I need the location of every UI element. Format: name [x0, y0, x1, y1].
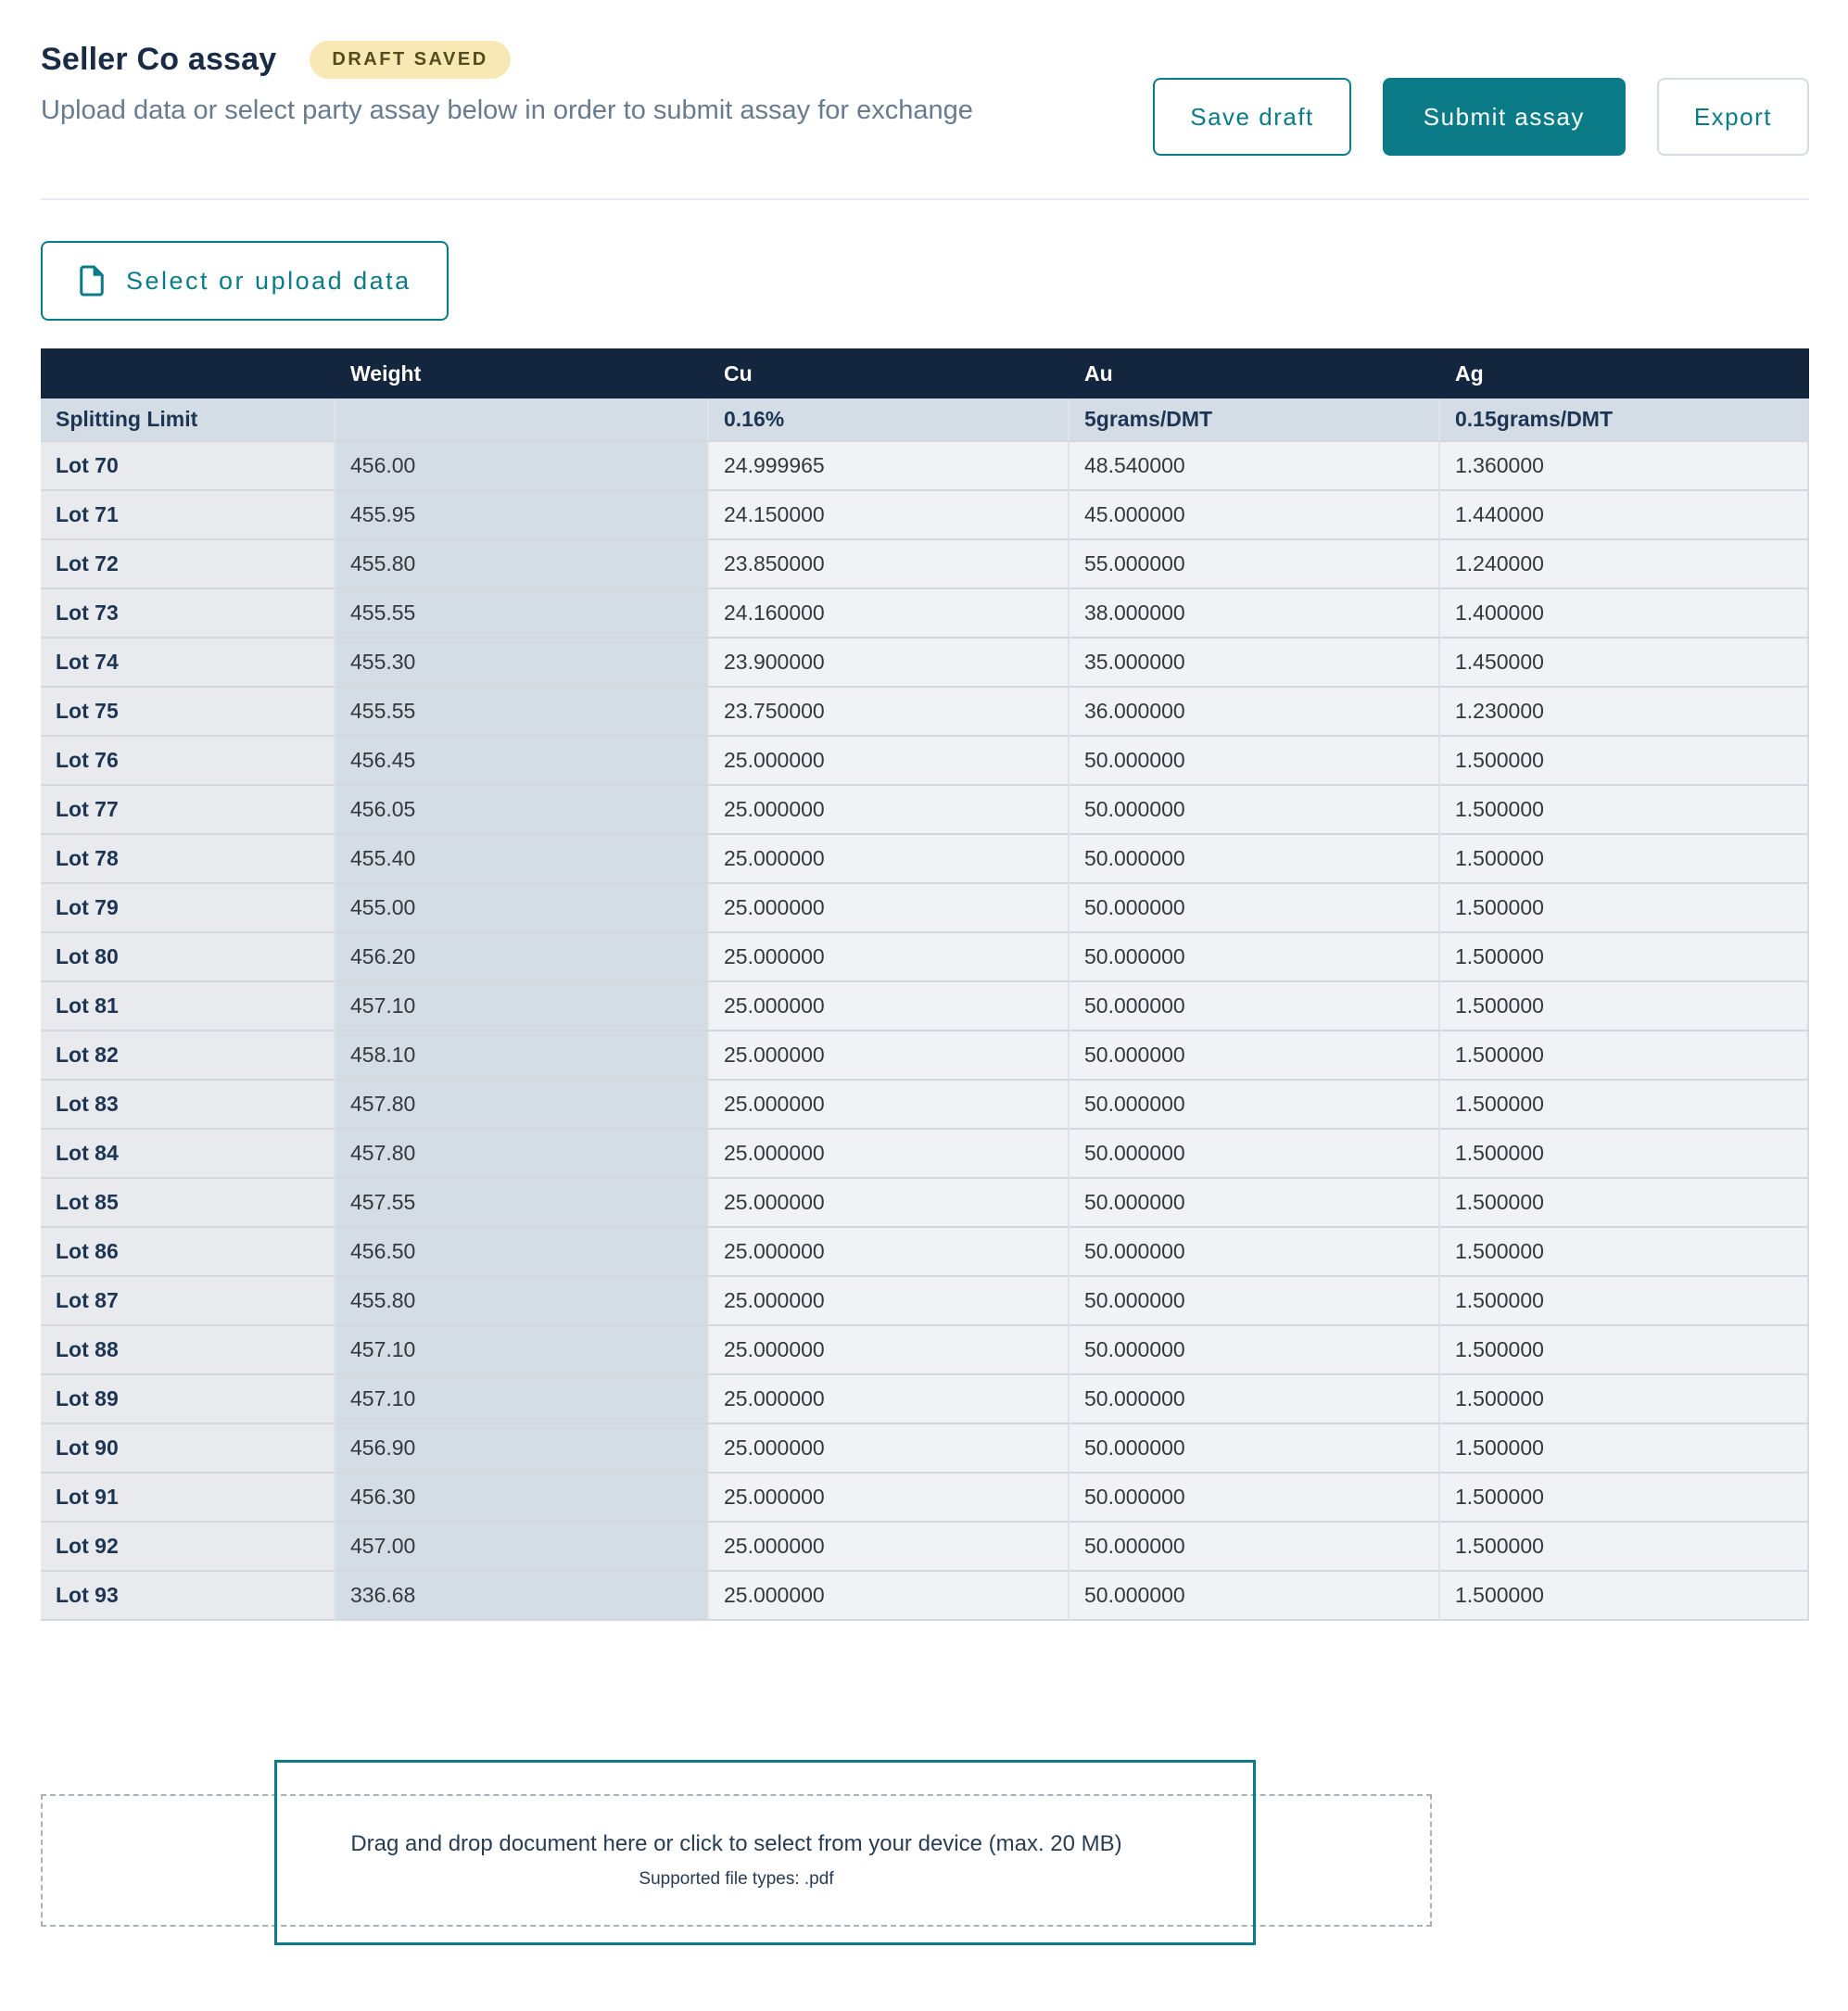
- lot-weight-value: 456.00: [335, 442, 709, 491]
- lot-cu-value: 25.000000: [709, 884, 1070, 933]
- table-row: [41, 1523, 1809, 1572]
- splitting-limit-ag: 0.15grams/DMT: [1440, 398, 1809, 442]
- lot-weight-value: 457.55: [335, 1179, 709, 1228]
- column-header-cu: Cu: [709, 348, 1070, 398]
- lot-au-value: 50.000000: [1070, 933, 1440, 982]
- lot-label: Lot 70: [41, 442, 335, 491]
- document-icon: [78, 264, 106, 297]
- lot-au-value: 50.000000: [1070, 1424, 1440, 1473]
- lot-au-value: 36.000000: [1070, 688, 1440, 737]
- table-row: [41, 688, 1809, 737]
- lot-label: Lot 80: [41, 933, 335, 982]
- lot-label: Lot 73: [41, 589, 335, 639]
- lot-label: Lot 72: [41, 540, 335, 589]
- table-row: [41, 1130, 1809, 1179]
- lot-label: Lot 93: [41, 1572, 335, 1621]
- lot-cu-value: 25.000000: [709, 1130, 1070, 1179]
- lot-au-value: 38.000000: [1070, 589, 1440, 639]
- lot-weight-value: 458.10: [335, 1031, 709, 1081]
- lot-label: Lot 78: [41, 835, 335, 884]
- lot-au-value: 35.000000: [1070, 639, 1440, 688]
- lot-ag-value: 1.500000: [1440, 1473, 1809, 1523]
- table-row: [41, 491, 1809, 540]
- lot-label: Lot 76: [41, 737, 335, 786]
- lot-ag-value: 1.500000: [1440, 1228, 1809, 1277]
- splitting-limit-label: Splitting Limit: [41, 398, 335, 442]
- table-row: [41, 1228, 1809, 1277]
- select-or-upload-label: Select or upload data: [126, 266, 411, 295]
- lot-ag-value: 1.500000: [1440, 884, 1809, 933]
- splitting-limit-au: 5grams/DMT: [1070, 398, 1440, 442]
- submit-assay-button[interactable]: Submit assay: [1383, 78, 1626, 156]
- lot-weight-value: 455.55: [335, 589, 709, 639]
- lot-cu-value: 25.000000: [709, 1228, 1070, 1277]
- export-button[interactable]: Export: [1657, 78, 1809, 156]
- lot-cu-value: 25.000000: [709, 1326, 1070, 1375]
- lot-weight-value: 456.20: [335, 933, 709, 982]
- lot-weight-value: 456.05: [335, 786, 709, 835]
- lot-weight-value: 336.68: [335, 1572, 709, 1621]
- table-row: [41, 1326, 1809, 1375]
- lot-ag-value: 1.450000: [1440, 639, 1809, 688]
- lot-weight-value: 457.80: [335, 1130, 709, 1179]
- table-row: [41, 1179, 1809, 1228]
- lot-weight-value: 455.80: [335, 1277, 709, 1326]
- lot-au-value: 50.000000: [1070, 1473, 1440, 1523]
- lot-label: Lot 82: [41, 1031, 335, 1081]
- lot-cu-value: 25.000000: [709, 1277, 1070, 1326]
- splitting-limit-cu: 0.16%: [709, 398, 1070, 442]
- lot-label: Lot 90: [41, 1424, 335, 1473]
- lot-ag-value: 1.500000: [1440, 1375, 1809, 1424]
- lot-cu-value: 23.750000: [709, 688, 1070, 737]
- table-row: [41, 1473, 1809, 1523]
- table-row: [41, 933, 1809, 982]
- draft-saved-badge: DRAFT SAVED: [310, 41, 510, 79]
- lot-ag-value: 1.500000: [1440, 1424, 1809, 1473]
- lot-au-value: 50.000000: [1070, 1277, 1440, 1326]
- lot-ag-value: 1.360000: [1440, 442, 1809, 491]
- lot-label: Lot 92: [41, 1523, 335, 1572]
- lot-ag-value: 1.240000: [1440, 540, 1809, 589]
- lot-label: Lot 79: [41, 884, 335, 933]
- lot-au-value: 50.000000: [1070, 1130, 1440, 1179]
- lot-cu-value: 25.000000: [709, 1523, 1070, 1572]
- lot-ag-value: 1.500000: [1440, 1523, 1809, 1572]
- lot-au-value: 55.000000: [1070, 540, 1440, 589]
- lot-cu-value: 25.000000: [709, 835, 1070, 884]
- lot-ag-value: 1.500000: [1440, 1031, 1809, 1081]
- lot-cu-value: 24.160000: [709, 589, 1070, 639]
- lot-weight-value: 456.45: [335, 737, 709, 786]
- lot-ag-value: 1.500000: [1440, 1130, 1809, 1179]
- save-draft-button[interactable]: Save draft: [1153, 78, 1351, 156]
- table-row: [41, 1424, 1809, 1473]
- splitting-limit-weight: [335, 398, 709, 442]
- lot-cu-value: 25.000000: [709, 1081, 1070, 1130]
- lot-weight-value: 457.10: [335, 982, 709, 1031]
- lot-weight-value: 455.80: [335, 540, 709, 589]
- lot-au-value: 50.000000: [1070, 1179, 1440, 1228]
- lot-cu-value: 25.000000: [709, 1424, 1070, 1473]
- lot-label: Lot 87: [41, 1277, 335, 1326]
- lot-weight-value: 457.00: [335, 1523, 709, 1572]
- lot-au-value: 50.000000: [1070, 835, 1440, 884]
- lot-label: Lot 89: [41, 1375, 335, 1424]
- table-row: [41, 982, 1809, 1031]
- lot-au-value: 50.000000: [1070, 1081, 1440, 1130]
- lot-weight-value: 455.00: [335, 884, 709, 933]
- lot-cu-value: 23.850000: [709, 540, 1070, 589]
- table-row: [41, 786, 1809, 835]
- header-actions: [1153, 78, 1809, 156]
- lot-ag-value: 1.230000: [1440, 688, 1809, 737]
- lot-au-value: 50.000000: [1070, 1523, 1440, 1572]
- table-row: [41, 1375, 1809, 1424]
- lot-weight-value: 457.80: [335, 1081, 709, 1130]
- upload-section: [41, 1760, 1809, 1989]
- lot-cu-value: 23.900000: [709, 639, 1070, 688]
- lot-label: Lot 86: [41, 1228, 335, 1277]
- table-row: [41, 1277, 1809, 1326]
- dropzone-instructions: Drag and drop document here or click to select from your device (max. 20 MB): [350, 1831, 1122, 1856]
- lot-ag-value: 1.500000: [1440, 1179, 1809, 1228]
- lot-ag-value: 1.440000: [1440, 491, 1809, 540]
- assay-table: [41, 348, 1809, 1621]
- lot-cu-value: 25.000000: [709, 933, 1070, 982]
- lot-weight-value: 457.10: [335, 1375, 709, 1424]
- lot-cu-value: 25.000000: [709, 1031, 1070, 1081]
- lot-label: Lot 85: [41, 1179, 335, 1228]
- table-row: [41, 1572, 1809, 1621]
- lot-ag-value: 1.500000: [1440, 1081, 1809, 1130]
- lot-cu-value: 24.150000: [709, 491, 1070, 540]
- lot-weight-value: 456.50: [335, 1228, 709, 1277]
- lot-cu-value: 25.000000: [709, 786, 1070, 835]
- table-row: [41, 442, 1809, 491]
- file-dropzone[interactable]: [41, 1794, 1432, 1927]
- table-row: [41, 884, 1809, 933]
- lot-ag-value: 1.500000: [1440, 982, 1809, 1031]
- lot-weight-value: 455.30: [335, 639, 709, 688]
- table-row: [41, 589, 1809, 639]
- lot-au-value: 50.000000: [1070, 1375, 1440, 1424]
- lot-au-value: 50.000000: [1070, 884, 1440, 933]
- lot-au-value: 50.000000: [1070, 1326, 1440, 1375]
- lot-au-value: 50.000000: [1070, 1031, 1440, 1081]
- lot-cu-value: 25.000000: [709, 1473, 1070, 1523]
- lot-weight-value: 456.90: [335, 1424, 709, 1473]
- lot-weight-value: 456.30: [335, 1473, 709, 1523]
- lot-au-value: 50.000000: [1070, 1228, 1440, 1277]
- table-row: [41, 540, 1809, 589]
- lot-au-value: 48.540000: [1070, 442, 1440, 491]
- lot-au-value: 50.000000: [1070, 786, 1440, 835]
- page-header: [41, 41, 1809, 156]
- table-row: [41, 1031, 1809, 1081]
- lot-label: Lot 77: [41, 786, 335, 835]
- lot-cu-value: 25.000000: [709, 1572, 1070, 1621]
- select-or-upload-button[interactable]: [41, 241, 449, 321]
- lot-label: Lot 84: [41, 1130, 335, 1179]
- lot-ag-value: 1.500000: [1440, 1326, 1809, 1375]
- lot-au-value: 50.000000: [1070, 1572, 1440, 1621]
- lot-label: Lot 91: [41, 1473, 335, 1523]
- lot-ag-value: 1.500000: [1440, 737, 1809, 786]
- splitting-limit-row: [41, 398, 1809, 442]
- lot-ag-value: 1.400000: [1440, 589, 1809, 639]
- lot-label: Lot 81: [41, 982, 335, 1031]
- lot-ag-value: 1.500000: [1440, 835, 1809, 884]
- lot-au-value: 50.000000: [1070, 982, 1440, 1031]
- column-header-au: Au: [1070, 348, 1440, 398]
- lot-label: Lot 74: [41, 639, 335, 688]
- lot-label: Lot 71: [41, 491, 335, 540]
- lot-weight-value: 455.40: [335, 835, 709, 884]
- column-header-weight: Weight: [335, 348, 709, 398]
- lot-au-value: 50.000000: [1070, 737, 1440, 786]
- table-header-row: [41, 348, 1809, 398]
- lot-label: Lot 83: [41, 1081, 335, 1130]
- lot-label: Lot 88: [41, 1326, 335, 1375]
- lot-cu-value: 24.999965: [709, 442, 1070, 491]
- table-row: [41, 737, 1809, 786]
- toolbar: [41, 241, 1809, 321]
- header-divider: [41, 198, 1809, 200]
- title-line: [41, 41, 973, 79]
- page-title: Seller Co assay: [41, 42, 277, 77]
- header-left: [41, 41, 973, 132]
- lot-weight-value: 455.55: [335, 688, 709, 737]
- lot-label: Lot 75: [41, 688, 335, 737]
- lot-weight-value: 457.10: [335, 1326, 709, 1375]
- lot-cu-value: 25.000000: [709, 1179, 1070, 1228]
- lot-cu-value: 25.000000: [709, 1375, 1070, 1424]
- lot-au-value: 45.000000: [1070, 491, 1440, 540]
- table-row: [41, 835, 1809, 884]
- lot-ag-value: 1.500000: [1440, 933, 1809, 982]
- lot-cu-value: 25.000000: [709, 982, 1070, 1031]
- column-header-ag: Ag: [1440, 348, 1809, 398]
- lot-ag-value: 1.500000: [1440, 1572, 1809, 1621]
- lot-ag-value: 1.500000: [1440, 1277, 1809, 1326]
- lot-ag-value: 1.500000: [1440, 786, 1809, 835]
- lot-weight-value: 455.95: [335, 491, 709, 540]
- table-row: [41, 639, 1809, 688]
- table-row: [41, 1081, 1809, 1130]
- lot-cu-value: 25.000000: [709, 737, 1070, 786]
- column-header-lot: [41, 348, 335, 398]
- dropzone-filetypes: Supported file types: .pdf: [639, 1869, 834, 1889]
- page-subtitle: Upload data or select party assay below in order to submit assay for exchange: [41, 95, 973, 125]
